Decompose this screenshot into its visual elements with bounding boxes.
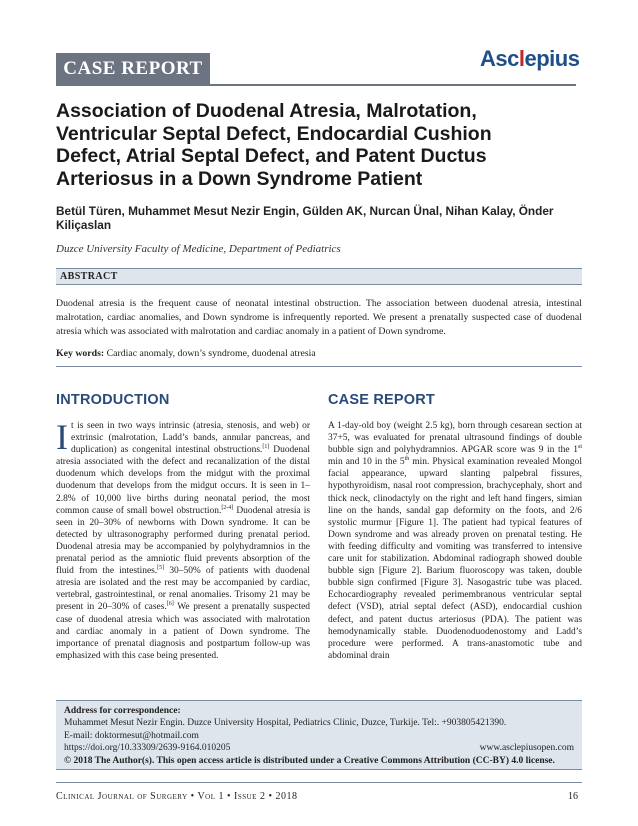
citation-ref[interactable]: [2-4] <box>221 504 234 511</box>
correspondence-email[interactable]: E-mail: doktormesut@hotmail.com <box>64 730 199 741</box>
logo-text-right: epius <box>524 46 580 71</box>
author-list: Betül Türen, Muhammet Mesut Nezir Engin, Gülden AK, Nurcan Ünal, Nihan Kalay, Önder Kiliçaslan <box>56 204 554 232</box>
introduction-body <box>56 417 310 662</box>
case-text-2: min and 10 in the 5 <box>328 457 405 468</box>
header-divider <box>56 84 576 86</box>
case-text-3: min. Physical examination revealed Mongol facial appearance, upward slanting palpebral fissures, hypothyroidism, nasal root compression, brachycephaly, short and thick neck, clinodactyly on the right and left hand fingers, simian line on the hands, sandal gap deformity on the foots, and 2/6 systolic murmur [Figure 1]. The patient had typical features of Down syndrome and was already proven on prenatal testing. He with feeding difficulty and vomiting was transferred to intensive care unit for stabilization. Abdominal radiograph showed double bubble sign [Figure 2]. Barium fluoroscopy was taken, double bubble sign confirmed [Figure 3]. Nasogastric tube was placed. Echocardiography revealed perimembranous ventricular septal defect (VSD), atrial septal defect (ASD), endocardial cushion defect, and patent ductus arteriosus (PDA). The patient was hemodynamically stable. Duodenoduodenostomy and Ladd’s procedure were performed. A trans-anastomotic tube and abdominal drain <box>328 457 582 661</box>
abstract-heading: ABSTRACT <box>56 268 582 285</box>
intro-text-5: We present a prenatally suspected case of duodenal atresia which was associated with malrotation and cardiac anomaly in a patient of Down syndrome. The importance of prenatal diagnosis and postpartum follow-up was emphasized with this case being presented. <box>56 602 310 661</box>
logo-text-left: Asc <box>480 46 519 71</box>
keywords <box>56 347 582 360</box>
affiliation: Duzce University Faculty of Medicine, Department of Pediatrics <box>56 243 341 255</box>
article-title: Association of Duodenal Atresia, Malrotation, Ventricular Septal Defect, Endocardial Cushion Defect, Atrial Septal Defect, and Patent Ductus Arteriosus in a Down Syndrome Patient <box>56 100 492 190</box>
ordinal-suffix: st <box>577 444 582 451</box>
case-report-body <box>328 420 582 662</box>
ordinal-suffix: th <box>404 456 410 463</box>
doi-link[interactable]: https://doi.org/10.33309/2639-9164.010205 <box>64 743 231 754</box>
intro-text-4: 30–50% of patients with duodenal atresia are isolated and the rest may be accompanied by cardiac, vertebral, gastrointestinal, or renal anomalies. Trisomy 21 may be present in 20–30% of cases. <box>56 566 310 613</box>
case-report-badge: CASE REPORT <box>56 53 210 84</box>
drop-cap: I <box>56 417 68 457</box>
doi-row <box>64 742 574 754</box>
citation-ref[interactable]: [6] <box>166 601 174 608</box>
logo-staff-icon: l <box>518 46 525 71</box>
citation-ref[interactable]: [5] <box>157 564 165 571</box>
page-number: 16 <box>568 791 578 802</box>
abstract-divider <box>56 366 582 367</box>
introduction-heading: INTRODUCTION <box>56 392 170 408</box>
asclepius-logo <box>480 42 580 76</box>
case-report-heading: CASE REPORT <box>328 392 435 408</box>
keywords-label: Key words: <box>56 348 105 359</box>
case-text-1: A 1-day-old boy (weight 2.5 kg), born through cesarean section at 37+5, was evaluated for prenatal ultrasound findings of double bubble sign and polyhydramnios. APGAR score was 9 in the 1 <box>328 421 582 456</box>
website-link[interactable]: www.asclepiusopen.com <box>479 743 574 754</box>
footer-divider <box>56 782 582 783</box>
correspondence-box <box>56 700 582 770</box>
license-notice: © 2018 The Author(s). This open access article is distributed under a Creative Commons Attribution (CC-BY) 4.0 license. <box>64 755 555 766</box>
keywords-list: Cardiac anomaly, down’s syndrome, duodenal atresia <box>106 348 316 359</box>
intro-text-3: Duodenal atresia is seen in 20–30% of newborns with Down syndrome. It can be detected by ultrasonography performed during prenatal period. Duodenal atresia may be accompanied by polyhydramnios in the prenatal period as the amniotic fluid prevents absorption of the fluid from the intestines. <box>56 505 310 577</box>
abstract-body: Duodenal atresia is the frequent cause of neonatal intestinal obstruction. The association between duodenal atresia, intestinal malrotation, cardiac anomalies, and Down syndrome is infrequently reported. We present a prenatally suspected case of duodenal atresia which was associated with malrotation and cardiac anomaly in a patient of Down syndrome. <box>56 298 582 337</box>
correspondence-title: Address for correspondence: <box>64 706 181 716</box>
correspondence-address: Muhammet Mesut Nezir Engin. Duzce University Hospital, Pediatrics Clinic, Duzce, Turkije. Tel:. +903805421390. <box>64 718 507 729</box>
citation-ref[interactable]: [1] <box>262 444 270 451</box>
intro-text-1: t is seen in two ways intrinsic (atresia, stenosis, and web) or extrinsic (malrotation, Ladd’s bands, annular pancreas, and duplication) as congenital intestinal obstructions. <box>71 421 310 456</box>
footer-journal: Clinical Journal of Surgery • Vol 1 • Issue 2 • 2018 <box>56 791 298 802</box>
intro-text-2: Duodenal atresia associated with the defect and recanalization of the distal duodenum which develops from the midgut with the proximal duodenum that develops from the midgut occurs. It is seen in 1–2.8% of 10,000 live births during neonatal period, the most common cause of small bowel obstruction. <box>56 445 310 516</box>
